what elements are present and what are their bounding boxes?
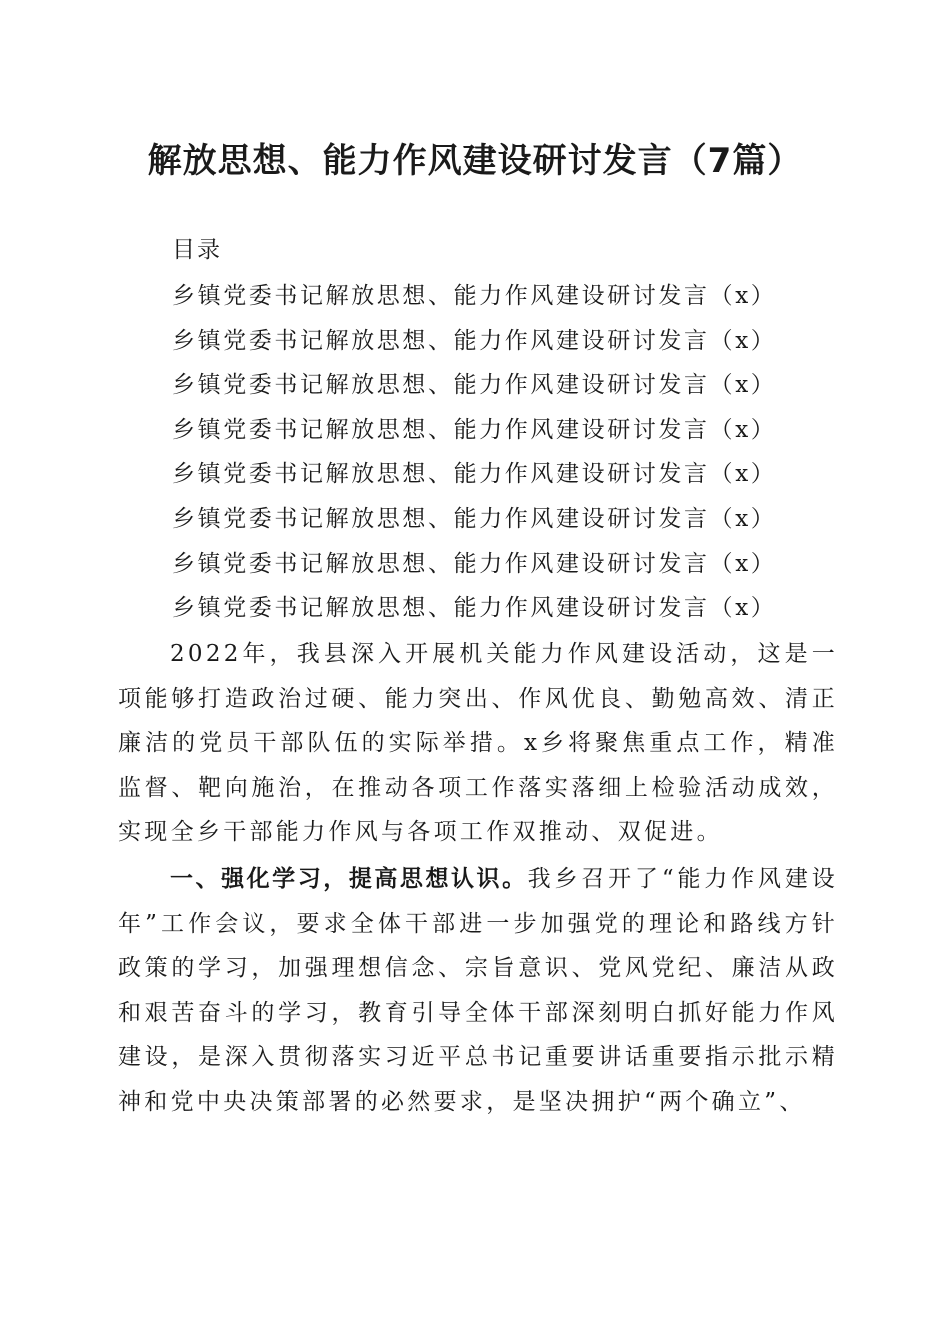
toc-item[interactable]: 乡镇党委书记解放思想、能力作风建设研讨发言（x） [172,416,777,443]
toc-item[interactable]: 乡镇党委书记解放思想、能力作风建设研讨发言（x） [172,327,777,354]
document-title: 解放思想、能力作风建设研讨发言（7篇） [147,141,803,181]
toc-item[interactable]: 乡镇党委书记解放思想、能力作风建设研讨发言（x） [172,550,777,577]
toc-item[interactable]: 乡镇党委书记解放思想、能力作风建设研讨发言（x） [172,595,777,622]
table-of-contents [172,281,776,638]
section-1-body: 我乡召开了“能力作风建设年”工作会议，要求全体干部进一步加强党的理论和路线方针政策的学习，加强理想信念、宗旨意识、党风党纪、廉洁从政和艰苦奋斗的学习，教育引导全体干部深刻明白抓好能力作风建设，是深入贯彻落实习近平总书记重要讲话重要指示批示精神和党中央决策部署的必然要求，是坚决拥护“两个确立”、 [118,866,838,1115]
toc-item[interactable]: 乡镇党委书记解放思想、能力作风建设研讨发言（x） [172,505,777,532]
section-1-heading: 一、强化学习，提高思想认识。 [170,866,528,892]
intro-paragraph: 2022年，我县深入开展机关能力作风建设活动，这是一项能够打造政治过硬、能力突出、作风优良、勤勉高效、清正廉洁的党员干部队伍的实际举措。x乡将聚焦重点工作，精准监督、靶向施治，在推动各项工作落实落细上检验活动成效，实现全乡干部能力作风与各项工作双推动、双促进。 [118,641,838,846]
toc-item[interactable]: 乡镇党委书记解放思想、能力作风建设研讨发言（x） [172,283,777,309]
toc-item[interactable]: 乡镇党委书记解放思想、能力作风建设研讨发言（x） [172,461,777,488]
toc-item[interactable]: 乡镇党委书记解放思想、能力作风建设研讨发言（x） [172,372,777,399]
section-1-paragraph [118,857,838,1127]
toc-label: 目录 [172,237,222,263]
